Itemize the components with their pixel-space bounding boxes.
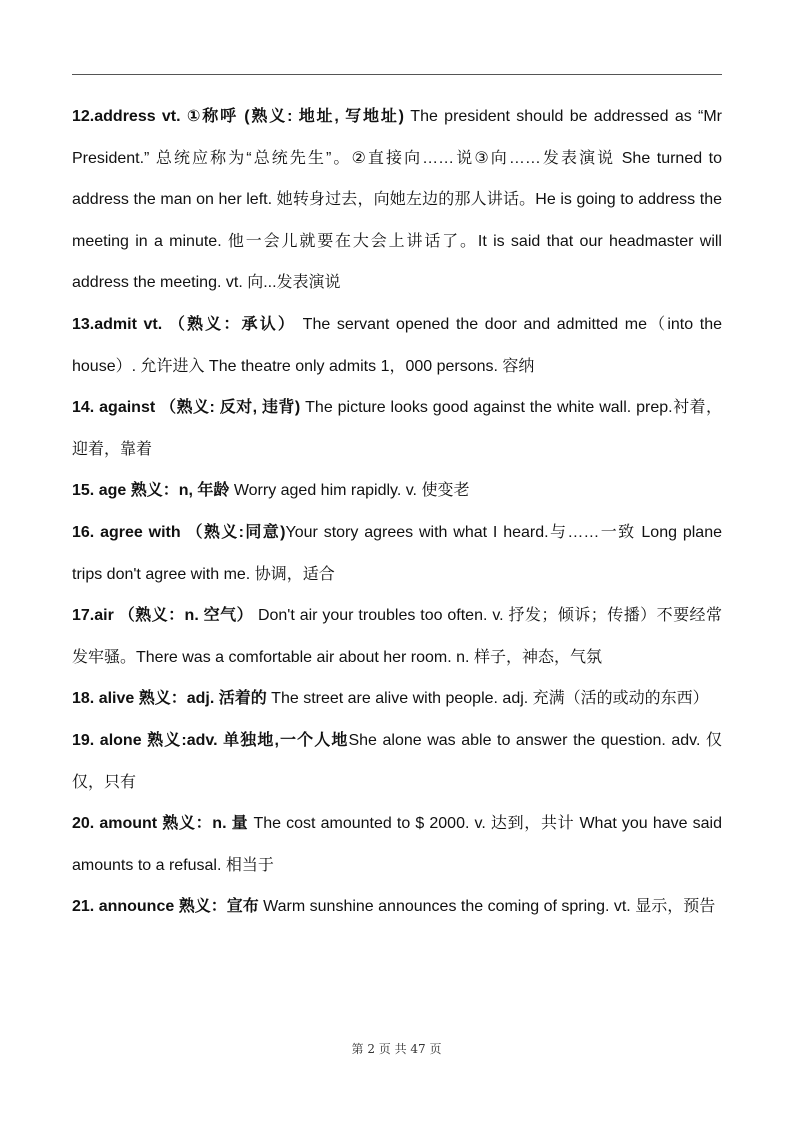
entry-body: She alone was able to answer the question. adv. 仅仅，只有 (72, 731, 722, 791)
entry-body: Don't air your troubles too often. v. 抒发；倾诉；传播）不要经常发牢骚。There was a comfortable air about her room. n. 样子，神态，气氛 (72, 607, 722, 666)
entry-head: 16. agree with （熟义:同意) (72, 523, 286, 541)
entry-body: Worry aged him rapidly. v. 使变老 (229, 482, 470, 500)
vocab-entry (72, 803, 722, 886)
entry-body: Your story agrees with what I heard.与……一致 Long plane trips don't agree with me. 协调，适合 (72, 523, 722, 583)
vocab-entry (72, 387, 722, 470)
entry-head: 19. alone 熟义:adv. 单独地,一个人地 (72, 731, 349, 749)
entry-head: 20. amount 熟义：n. 量 (72, 815, 249, 833)
entry-body: The servant opened the door and admitted me（into the house）. 允许进入 The theatre only admits 1，000 persons. 容纳 (72, 315, 722, 375)
vocab-entry (72, 512, 722, 595)
vocab-entry (72, 595, 722, 678)
page-number: 第 2 页 共 47 页 (351, 1042, 442, 1056)
header-rule (72, 74, 722, 75)
entry-head: 17.air （熟义：n. 空气） (72, 607, 254, 625)
entry-head: 13.admit vt. （熟义：承认） (72, 315, 297, 333)
vocab-entry (72, 678, 722, 720)
vocab-entry (72, 470, 722, 512)
vocab-entry (72, 304, 722, 387)
vocab-entry (72, 886, 722, 928)
entry-head: 12.address vt. ①称呼 (熟义: 地址, 写地址) (72, 108, 405, 125)
document-body (72, 96, 722, 928)
entry-body: The cost amounted to $ 2000. v. 达到，共计 What you have said amounts to a refusal. 相当于 (72, 815, 722, 874)
entry-body: The street are alive with people. adj. 充满（活的或动的东西） (266, 690, 709, 708)
entry-body: Warm sunshine announces the coming of spring. vt. 显示，预告 (258, 898, 716, 916)
vocab-entry (72, 720, 722, 803)
entry-head: 15. age 熟义：n, 年龄 (72, 482, 230, 500)
entry-head: 14. against （熟义: 反对, 违背) (72, 399, 301, 417)
entry-body: The picture looks good against the white wall. prep.衬着，迎着，靠着 (72, 399, 722, 458)
entry-head: 21. announce 熟义：宣布 (72, 898, 259, 916)
entry-body: The president should be addressed as “Mr President.” 总统应称为“总统先生”。②直接向……说③向……发表演说 She turned to address the man on her left. 她转身过去，向她左边的那人讲话。He is going to address the meeting in a minute. 他一会儿就要在大会上讲话了。It is said that our headmaster will address the meeting. vt. 向...发表演说 (72, 108, 722, 292)
vocab-entry (72, 96, 722, 304)
entry-head: 18. alive 熟义：adj. 活着的 (72, 690, 267, 708)
